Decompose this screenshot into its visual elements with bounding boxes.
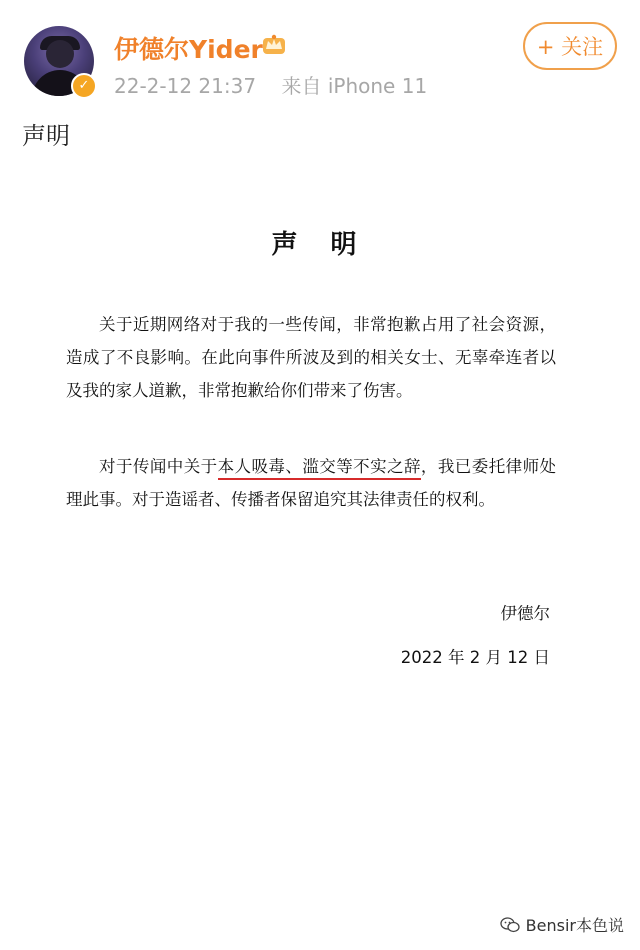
- highlighted-phrase: 本人吸毒、滥交等不实之辞: [218, 457, 421, 480]
- username[interactable]: 伊德尔Yider: [114, 35, 263, 64]
- statement-date: 2022 年 2 月 12 日: [400, 648, 550, 667]
- post-source: 来自 iPhone 11: [281, 74, 428, 98]
- paragraph-2-lead: 对于传闻中关于: [99, 457, 218, 476]
- statement-image[interactable]: [0, 158, 640, 950]
- statement-paragraph-1: 关于近期网络对于我的一些传闻，非常抱歉占用了社会资源，造成了不良影响。在此向事件所波及到的相关女士、无辜牵连者以及我的家人道歉，非常抱歉给你们带来了伤害。: [66, 315, 556, 400]
- statement-signature: 伊德尔: [500, 604, 550, 623]
- avatar-head: [46, 40, 74, 68]
- crown-icon: [260, 32, 288, 56]
- post-text: 声明: [22, 122, 70, 150]
- statement-title: 声 明: [271, 230, 369, 260]
- follow-button[interactable]: + 关注: [523, 22, 617, 70]
- paragraph-2-tail: ，我已委托律师处理此事。对于造谣者、传播者保留追究其法律责任的权利。: [66, 457, 557, 509]
- watermark-text: Bensir本色说: [525, 916, 624, 935]
- verified-badge-icon: ✓: [71, 73, 97, 99]
- watermark: [500, 913, 624, 936]
- post-timestamp: 22-2-12 21:37: [114, 74, 257, 98]
- wechat-icon: [500, 917, 520, 933]
- statement-paragraph-2: [66, 450, 556, 516]
- post-meta: [114, 70, 427, 99]
